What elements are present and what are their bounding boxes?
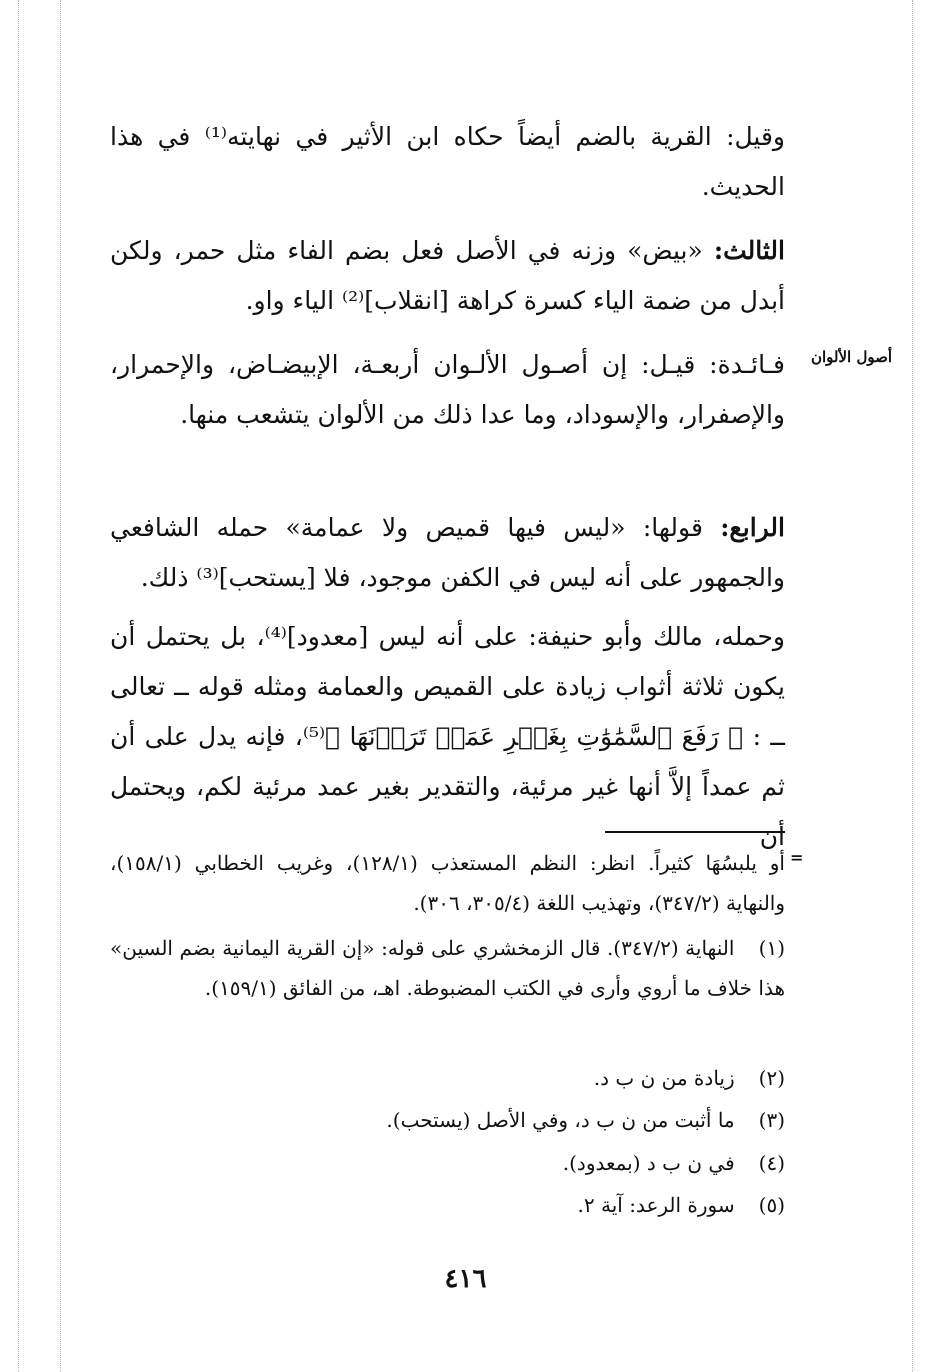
paragraph-4 <box>110 503 785 603</box>
page-edge-dots <box>60 0 61 1372</box>
footnote-continued <box>110 843 785 923</box>
footnote-number: (٣) <box>758 1108 785 1132</box>
footnote-text: في ن ب د (بمعدود). <box>562 1151 735 1175</box>
paragraph-2-heading: الثالث: <box>713 236 785 265</box>
footnote-text: ما أثبت من ن ب د، وفي الأصل (يستحب). <box>386 1108 735 1132</box>
paragraph-3-text: فـائـدة: قيـل: إن أصـول الألـوان أربعـة، الإبيضـاض، والإحمرار، والإصفرار، والإسوداد، وما عدا ذلك من الألوان يتشعب منها. <box>110 350 785 429</box>
paragraph-5 <box>110 612 785 862</box>
footnote-text: زيادة من ن ب د. <box>593 1066 735 1090</box>
page-edge-dots <box>18 0 19 1372</box>
footnote-2 <box>110 1058 785 1098</box>
paragraph-1-text: وقيل: القرية بالضم أيضاً حكاه ابن الأثير في نهايته⁽¹⁾ في هذا الحديث. <box>110 122 785 201</box>
paragraph-5-text: وحمله، مالك وأبو حنيفة: على أنه ليس [معدود]⁽⁴⁾، بل يحتمل أن يكون ثلاثة أثواب زيادة على القميص والعمامة ومثله قوله ــ تعالى ــ : ﴿ رَفَعَ ٱلسَّمَٰوَٰتِ بِغَيۡرِ عَمَدٖ تَرَوۡنَهَا ﴾⁽⁵⁾، فإنه يدل على أن ثم عمداً إلاَّ أنها غير مرئية، والتقدير بغير عمد مرئية لكم، ويحتمل أن <box>110 622 785 851</box>
page-edge-dots <box>912 0 913 1372</box>
footnote-number: (١) <box>758 936 785 960</box>
paragraph-2 <box>110 226 785 326</box>
footnote-1 <box>110 928 785 1008</box>
footnote-number: (٥) <box>758 1193 785 1217</box>
footnote-number: (٢) <box>758 1066 785 1090</box>
footnote-number: (٤) <box>758 1151 785 1175</box>
footnote-text: سورة الرعد: آية ٢. <box>577 1193 735 1217</box>
paragraph-4-text: قولها: «ليس فيها قميص ولا عمامة» حمله الشافعي والجمهور على أنه ليس في الكفن موجود، فلا [يستحب]⁽³⁾ ذلك. <box>110 513 785 592</box>
paragraph-3 <box>110 340 785 440</box>
footnote-5 <box>110 1185 785 1225</box>
footnote-continued-text: أو يلبسُهَا كثيراً. انظر: النظم المستعذب (١٢٨/١)، وغريب الخطابي (١٥٨/١)، والنهاية (٣٤٧/٢)، وتهذيب اللغة (٣٠٥/٤، ٣٠٦). <box>110 851 785 915</box>
footnote-text: النهاية (٣٤٧/٢). قال الزمخشري على قوله: «إن القرية اليمانية بضم السين» هذا خلاف ما أروي وأرى في الكتب المضبوطة. اهـ، من الفائق (١٥٩/١). <box>110 936 785 1000</box>
footnote-4 <box>110 1143 785 1183</box>
footnote-3 <box>110 1100 785 1140</box>
footnote-continuation-marker: = <box>790 848 804 867</box>
page-number: ٤١٦ <box>444 1264 487 1294</box>
paragraph-2-text: «بيض» وزنه في الأصل فعل بضم الفاء مثل حمر، ولكن أبدل من ضمة الياء كسرة كراهة [انقلاب]⁽²⁾ الياء واو. <box>110 236 785 315</box>
paragraph-1 <box>110 112 785 212</box>
footnote-divider <box>605 831 785 833</box>
paragraph-4-heading: الرابع: <box>720 513 785 542</box>
side-label: أصول الألوان <box>811 348 892 366</box>
